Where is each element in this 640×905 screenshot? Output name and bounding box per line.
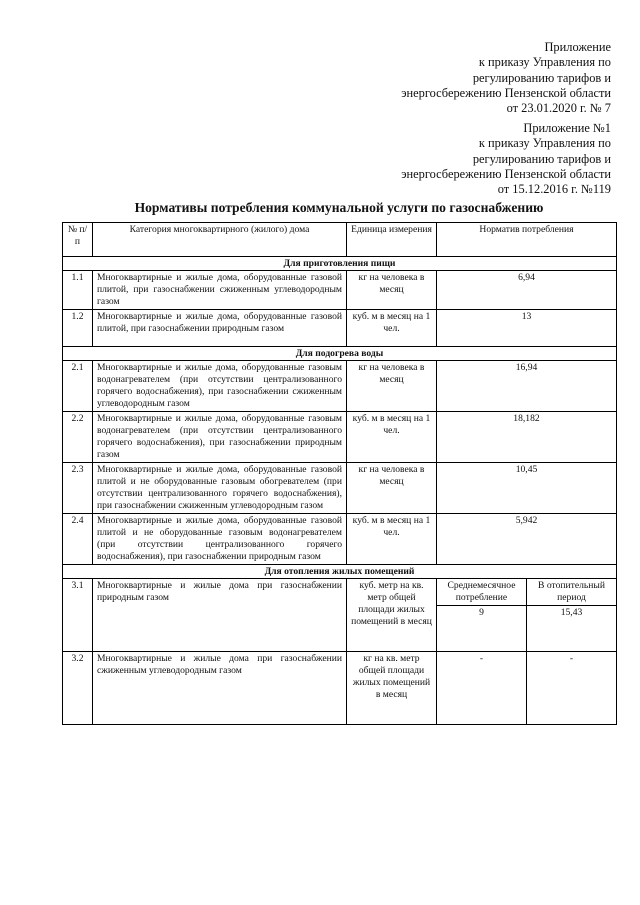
row-category: Многоквартирные и жилые дома при газоснабжении природным газом: [93, 579, 347, 652]
section-row-heating: [63, 565, 617, 579]
header-line: к приказу Управления по: [478, 55, 611, 70]
header-line: к приказу Управления по: [478, 136, 611, 151]
sub-header-heating-period: В отопительный период: [527, 579, 617, 606]
row-value: 16,94: [437, 361, 617, 412]
table-row: [63, 652, 617, 725]
row-unit: кг на человека в месяц: [347, 361, 437, 412]
section-row-water: [63, 347, 617, 361]
row-unit: куб. метр на кв. метр общей площади жилых помещений в месяц: [347, 579, 437, 652]
row-unit: куб. м в месяц на 1 чел.: [347, 310, 437, 347]
row-value-monthly: -: [437, 652, 527, 725]
row-category: Многоквартирные и жилые дома при газоснабжении сжиженным углеводородным газом: [93, 652, 347, 725]
row-unit: кг на кв. метр общей площади жилых помещений в месяц: [347, 652, 437, 725]
col-header-num: № п/п: [63, 223, 93, 257]
table-row: [63, 579, 617, 606]
row-value: 6,94: [437, 271, 617, 310]
header-line: энергосбережению Пензенской области: [401, 85, 611, 100]
table-row: [63, 361, 617, 412]
row-category: Многоквартирные и жилые дома, оборудованные газовым водонагревателем (при отсутствии централизованного горячего водоснабжения), при газоснабжении природным газом: [93, 412, 347, 463]
header-line: регулированию тарифов и: [472, 151, 611, 166]
col-header-norm: Норматив потребления: [437, 223, 617, 257]
header-line: регулированию тарифов и: [472, 70, 611, 85]
row-category: Многоквартирные и жилые дома, оборудованные газовой плитой и не оборудованные газовым обогревателем (при отсутствии централизованного горячего водоснабжения), при газоснабжении сжиженным углеводородным газом: [93, 463, 347, 514]
row-category: Многоквартирные и жилые дома, оборудованные газовой плитой, при газоснабжении сжиженным углеводородным газом: [93, 271, 347, 310]
row-category: Многоквартирные и жилые дома, оборудованные газовой плитой, при газоснабжении природным газом: [93, 310, 347, 347]
header-line: энергосбережению Пензенской области: [401, 166, 611, 181]
row-num: 1.1: [63, 271, 93, 310]
section-title: Для отопления жилых помещений: [63, 565, 617, 579]
document-title: Нормативы потребления коммунальной услуги по газоснабжению: [134, 200, 544, 215]
row-num: 1.2: [63, 310, 93, 347]
appendix-header-current: [401, 40, 611, 116]
table-row: [63, 463, 617, 514]
row-value-heating-period: -: [527, 652, 617, 725]
row-num: 3.2: [63, 652, 93, 725]
table-row: [63, 271, 617, 310]
section-row-cooking: [63, 257, 617, 271]
row-value: 18,182: [437, 412, 617, 463]
row-value: 5,942: [437, 514, 617, 565]
header-line: от 15.12.2016 г. №119: [497, 182, 611, 197]
col-header-category: Категория многоквартирного (жилого) дома: [93, 223, 347, 257]
row-num: 2.2: [63, 412, 93, 463]
table-header-row: [63, 223, 617, 257]
header-line: от 23.01.2020 г. № 7: [506, 101, 611, 116]
row-unit: куб. м в месяц на 1 чел.: [347, 412, 437, 463]
norms-table: [62, 222, 617, 725]
row-unit: кг на человека в месяц: [347, 271, 437, 310]
row-unit: кг на человека в месяц: [347, 463, 437, 514]
row-value-monthly: 9: [437, 606, 527, 652]
row-value: 10,45: [437, 463, 617, 514]
appendix-header-previous: [401, 121, 611, 197]
header-line: Приложение: [544, 40, 611, 54]
table-row: [63, 514, 617, 565]
table-row: [63, 310, 617, 347]
row-unit: куб. м в месяц на 1 чел.: [347, 514, 437, 565]
section-title: Для подогрева воды: [63, 347, 617, 361]
row-category: Многоквартирные и жилые дома, оборудованные газовой плитой и не оборудованные газовым водонагревателем (при отсутствии централизованного горячего водоснабжения), при газоснабжении природным газом: [93, 514, 347, 565]
row-num: 3.1: [63, 579, 93, 652]
row-num: 2.4: [63, 514, 93, 565]
row-num: 2.3: [63, 463, 93, 514]
row-category: Многоквартирные и жилые дома, оборудованные газовым водонагревателем (при отсутствии централизованного горячего водоснабжения), при газоснабжении сжиженным углеводородным газом: [93, 361, 347, 412]
table-row: [63, 412, 617, 463]
row-value-heating-period: 15,43: [527, 606, 617, 652]
row-value: 13: [437, 310, 617, 347]
sub-header-monthly: Среднемесячное потребление: [437, 579, 527, 606]
row-num: 2.1: [63, 361, 93, 412]
col-header-unit: Единица измерения: [347, 223, 437, 257]
section-title: Для приготовления пищи: [63, 257, 617, 271]
header-line: Приложение №1: [523, 121, 611, 135]
